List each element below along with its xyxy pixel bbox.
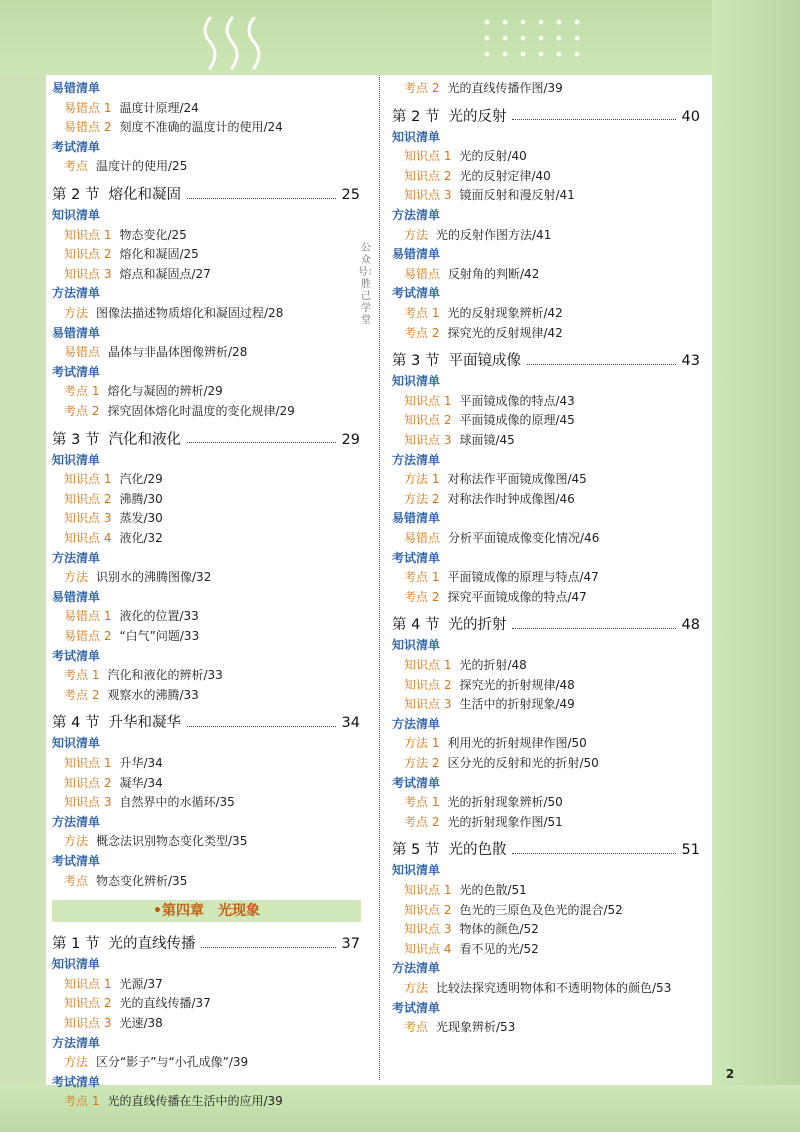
- entry-label: 方法: [404, 227, 429, 242]
- section-title: 光的反射: [448, 108, 507, 125]
- entry-label: 知识点 2: [64, 491, 112, 506]
- toc-entry[interactable]: [64, 265, 211, 283]
- entry-label: 易错点 2: [64, 629, 112, 643]
- toc-entry[interactable]: [64, 686, 199, 704]
- toc-entry[interactable]: [64, 509, 163, 527]
- dot-leader: [201, 947, 335, 948]
- entry-text: 光的折射现象作图/51: [447, 814, 563, 829]
- dot-leader: [512, 853, 675, 854]
- section-number: 第 4 节: [52, 715, 100, 732]
- toc-entry[interactable]: [64, 245, 199, 263]
- dot-leader: [512, 119, 675, 120]
- toc-entry[interactable]: [64, 568, 211, 586]
- toc-entry[interactable]: [404, 676, 575, 694]
- entry-label: 知识点 2: [64, 247, 112, 262]
- entry-label: 考点 2: [404, 814, 440, 829]
- entry-label: 知识点 3: [404, 922, 452, 937]
- section-heading[interactable]: [392, 840, 700, 860]
- section-number: 第 3 节: [392, 353, 440, 370]
- entry-label: 知识点 1: [404, 393, 452, 408]
- category-heading: 知识清单: [392, 863, 441, 878]
- section-heading[interactable]: [392, 107, 700, 127]
- category-heading: 考试清单: [52, 1074, 101, 1089]
- entry-text: 探究平面镜成像的特点/47: [447, 589, 587, 604]
- entry-text: 光现象辨析/53: [436, 1020, 516, 1035]
- entry-text: 光的反射现象辨析/42: [447, 306, 563, 320]
- entry-label: 方法: [64, 306, 89, 320]
- entry-label: 方法: [404, 981, 429, 995]
- column-divider: [379, 75, 380, 1080]
- toc-entry[interactable]: [404, 568, 599, 586]
- page-number: 2: [725, 1067, 735, 1081]
- entry-label: 方法 2: [404, 491, 440, 506]
- toc-entry[interactable]: [64, 666, 223, 684]
- toc-entry[interactable]: [404, 813, 563, 831]
- toc-entry[interactable]: [64, 529, 163, 547]
- entry-label: 知识点 1: [64, 756, 112, 770]
- entry-label: 易错点 2: [64, 120, 112, 135]
- entry-label: 考点 1: [404, 795, 440, 810]
- entry-text: 概念法识别物态变化类型/35: [96, 834, 248, 849]
- dot-leader: [512, 628, 675, 629]
- category-heading: 方法清单: [52, 1035, 101, 1050]
- entry-label: 知识点 1: [404, 883, 452, 897]
- toc-entry[interactable]: [64, 343, 247, 361]
- wave-lines-decoration: [196, 14, 286, 74]
- entry-label: 知识点 1: [64, 976, 112, 991]
- section-number: 第 2 节: [52, 187, 100, 203]
- entry-label: 知识点 2: [404, 902, 452, 917]
- toc-entry[interactable]: [404, 920, 539, 938]
- section-number: 第 4 节: [392, 617, 440, 634]
- entry-text: 熔化与凝固的辨析/29: [107, 384, 223, 399]
- toc-entry[interactable]: [64, 1053, 248, 1071]
- toc-entry[interactable]: [404, 529, 599, 547]
- entry-text: 自然界中的水循环/35: [119, 795, 235, 810]
- entry-text: 区分“影子”与“小孔成像”/39: [96, 1055, 249, 1070]
- toc-entry[interactable]: [404, 901, 623, 919]
- toc-entry[interactable]: [404, 167, 551, 185]
- entry-label: 考点: [64, 159, 89, 174]
- toc-page: [46, 75, 712, 1109]
- category-heading: 知识清单: [392, 374, 441, 389]
- entry-text: 光的反射作图方法/41: [436, 227, 552, 242]
- entry-text: 光源/37: [119, 976, 163, 991]
- category-heading: 知识清单: [52, 452, 101, 467]
- toc-entry[interactable]: [404, 881, 527, 899]
- entry-label: 知识点 2: [64, 775, 112, 790]
- section-title: 熔化和凝固: [108, 187, 181, 203]
- category-heading: 考试清单: [392, 775, 441, 790]
- section-title: 光的色散: [448, 842, 507, 859]
- entry-label: 易错点 1: [64, 609, 112, 624]
- toc-entry[interactable]: [404, 490, 575, 508]
- entry-label: 考点 2: [404, 81, 440, 95]
- category-heading: 考试清单: [52, 648, 101, 663]
- entry-label: 考点 2: [64, 404, 100, 418]
- section-title: 汽化和液化: [108, 431, 181, 448]
- entry-text: 对称法作平面镜成像图/45: [447, 472, 587, 487]
- entry-label: 考点 1: [404, 306, 440, 320]
- toc-entry[interactable]: [404, 226, 551, 244]
- entry-text: 探究固体熔化时温度的变化规律/29: [107, 404, 295, 418]
- entry-text: 利用光的折射规律作图/50: [447, 736, 587, 751]
- entry-text: 对称法作时钟成像图/46: [447, 491, 575, 506]
- entry-text: 比较法探究透明物体和不透明物体的颜色/53: [436, 981, 672, 995]
- entry-label: 知识点 2: [404, 168, 452, 183]
- section-heading[interactable]: [52, 185, 360, 205]
- entry-text: 观察水的沸腾/33: [107, 687, 199, 702]
- category-heading: 考试清单: [52, 364, 101, 379]
- entry-text: 生活中的折射现象/49: [459, 697, 575, 712]
- section-number: 第 1 节: [52, 936, 100, 953]
- entry-text: 区分光的反射和光的折射/50: [447, 756, 599, 770]
- entry-label: 知识点 3: [404, 433, 452, 447]
- toc-entry[interactable]: [64, 99, 199, 117]
- category-heading: 考试清单: [52, 854, 101, 868]
- right-margin-band: [712, 0, 800, 1132]
- entry-text: 升华/34: [119, 756, 163, 770]
- entry-label: 方法: [64, 1055, 89, 1070]
- entry-text: 色光的三原色及色光的混合/52: [459, 902, 623, 917]
- category-heading: 知识清单: [52, 957, 101, 972]
- entry-label: 方法: [64, 834, 89, 849]
- entry-text: 图像法描述物质熔化和凝固过程/28: [96, 306, 284, 320]
- category-heading: 方法清单: [392, 961, 441, 976]
- entry-label: 方法: [64, 570, 89, 585]
- section-heading[interactable]: [52, 934, 360, 954]
- category-heading: 考试清单: [392, 1000, 441, 1015]
- chapter-band[interactable]: •第四章 光现象: [52, 900, 361, 922]
- toc-entry[interactable]: [404, 656, 527, 674]
- toc-entry[interactable]: [64, 157, 187, 175]
- toc-entry[interactable]: [404, 392, 575, 410]
- entry-text: 液化/32: [119, 531, 163, 545]
- section-page-number: 37: [341, 936, 360, 953]
- toc-entry[interactable]: [64, 774, 163, 792]
- toc-entry[interactable]: [404, 79, 563, 97]
- toc-entry[interactable]: [64, 402, 295, 420]
- section-number: 第 2 节: [392, 108, 440, 125]
- section-title: 升华和凝华: [108, 715, 181, 732]
- toc-entry[interactable]: [64, 872, 187, 890]
- toc-entry[interactable]: [404, 754, 599, 772]
- dot-leader: [187, 726, 336, 727]
- toc-entry[interactable]: [404, 304, 563, 322]
- entry-text: 平面镜成像的原理/45: [459, 413, 575, 428]
- section-page-number: 34: [341, 715, 360, 732]
- section-page-number: 51: [681, 842, 700, 859]
- entry-text: 温度计原理/24: [119, 100, 199, 115]
- entry-text: 温度计的使用/25: [96, 159, 188, 174]
- entry-label: 知识点 3: [64, 266, 112, 281]
- toc-entry[interactable]: [404, 1018, 515, 1036]
- category-heading: 易错清单: [52, 81, 101, 95]
- toc-entry[interactable]: [404, 265, 539, 283]
- entry-label: 知识点 2: [404, 677, 452, 692]
- toc-entry[interactable]: [64, 490, 163, 508]
- side-watermark-text: 公众号：胜己学堂: [358, 243, 378, 326]
- entry-label: 知识点 3: [404, 697, 452, 712]
- entry-text: 探究光的反射规律/42: [447, 325, 563, 340]
- entry-label: 考点: [404, 1020, 429, 1035]
- category-heading: 知识清单: [392, 129, 441, 144]
- entry-text: 光的色散/51: [459, 883, 527, 897]
- category-heading: 方法清单: [392, 716, 441, 731]
- entry-text: 镜面反射和漫反射/41: [459, 188, 575, 203]
- toc-entry[interactable]: [404, 793, 563, 811]
- category-heading: 知识清单: [52, 208, 101, 222]
- entry-text: 物态变化辨析/35: [96, 873, 188, 888]
- section-number: 第 5 节: [392, 842, 440, 859]
- entry-label: 知识点 2: [404, 413, 452, 428]
- toc-entry[interactable]: [404, 940, 539, 958]
- entry-label: 知识点 1: [404, 658, 452, 672]
- entry-label: 知识点 4: [64, 531, 112, 545]
- section-page-number: 40: [681, 108, 700, 125]
- entry-label: 知识点 1: [64, 472, 112, 487]
- toc-entry[interactable]: [404, 588, 587, 606]
- section-heading[interactable]: [392, 615, 700, 635]
- entry-text: 探究光的折射规律/48: [459, 677, 575, 692]
- dot-leader: [527, 364, 676, 365]
- toc-entry[interactable]: [64, 1014, 163, 1032]
- entry-text: 平面镜成像的特点/43: [459, 393, 575, 408]
- entry-text: 光的反射定律/40: [459, 168, 551, 183]
- toc-entry[interactable]: [64, 754, 163, 772]
- category-heading: 知识清单: [52, 736, 101, 751]
- entry-text: 看不见的光/52: [459, 941, 539, 956]
- category-heading: 易错清单: [392, 511, 441, 526]
- category-heading: 方法清单: [392, 208, 441, 222]
- entry-text: 凝华/34: [119, 775, 163, 790]
- entry-label: 易错点: [404, 531, 441, 545]
- entry-text: 光的直线传播在生活中的应用/39: [107, 1094, 283, 1109]
- category-heading: 考试清单: [392, 286, 441, 301]
- entry-text: 光速/38: [119, 1016, 163, 1030]
- entry-text: 反射角的判断/42: [448, 266, 540, 281]
- category-heading: 知识清单: [392, 638, 441, 653]
- entry-label: 考点 1: [64, 384, 100, 399]
- entry-text: 熔点和凝固点/27: [119, 266, 211, 281]
- category-heading: 易错清单: [52, 325, 101, 340]
- entry-text: 光的直线传播作图/39: [447, 81, 563, 95]
- section-page-number: 43: [681, 353, 700, 370]
- entry-label: 知识点 3: [64, 795, 112, 810]
- toc-entry[interactable]: [64, 1092, 283, 1110]
- entry-label: 考点 2: [64, 687, 100, 702]
- section-page-number: 48: [681, 617, 700, 634]
- category-heading: 方法清单: [52, 286, 101, 301]
- category-heading: 方法清单: [52, 814, 101, 829]
- entry-label: 考点 1: [64, 668, 100, 683]
- toc-entry[interactable]: [64, 382, 223, 400]
- toc-entry[interactable]: [404, 147, 527, 165]
- entry-label: 知识点 3: [404, 188, 452, 203]
- entry-label: 知识点 3: [64, 1016, 112, 1030]
- toc-entry[interactable]: [64, 607, 199, 625]
- entry-label: 知识点 2: [64, 996, 112, 1011]
- entry-label: 考点 2: [404, 589, 440, 604]
- section-heading[interactable]: [392, 351, 700, 371]
- category-heading: 易错清单: [392, 247, 441, 262]
- toc-entry[interactable]: [64, 627, 199, 645]
- toc-entry[interactable]: [404, 734, 587, 752]
- entry-text: 蒸发/30: [119, 511, 163, 526]
- entry-text: “白气”问题/33: [119, 629, 200, 643]
- entry-text: 晶体与非晶体图像辨析/28: [108, 345, 248, 360]
- entry-label: 考点: [64, 873, 89, 888]
- toc-entry[interactable]: [404, 979, 671, 997]
- section-heading[interactable]: [52, 430, 360, 450]
- entry-text: 液化的位置/33: [119, 609, 199, 624]
- entry-text: 光的折射/48: [459, 658, 527, 672]
- toc-entry[interactable]: [404, 186, 575, 204]
- category-heading: 易错清单: [52, 589, 101, 604]
- entry-text: 刻度不准确的温度计的使用/24: [119, 120, 283, 135]
- toc-entry[interactable]: [64, 793, 235, 811]
- entry-text: 沸腾/30: [119, 491, 163, 506]
- entry-label: 方法 2: [404, 756, 440, 770]
- entry-label: 考点 1: [64, 1094, 100, 1109]
- toc-entry[interactable]: [64, 994, 211, 1012]
- section-title: 光的折射: [448, 617, 507, 634]
- toc-entry[interactable]: [64, 470, 163, 488]
- entry-label: 易错点: [404, 266, 441, 281]
- entry-label: 易错点 1: [64, 100, 112, 115]
- category-heading: 方法清单: [52, 550, 101, 565]
- entry-text: 球面镜/45: [459, 433, 515, 447]
- section-page-number: 25: [341, 187, 360, 203]
- entry-text: 汽化和液化的辨析/33: [107, 668, 223, 683]
- category-heading: 考试清单: [52, 139, 101, 154]
- entry-text: 汽化/29: [119, 472, 163, 487]
- top-banner: [0, 0, 800, 75]
- entry-label: 方法 1: [404, 472, 440, 487]
- toc-entry[interactable]: [64, 226, 187, 244]
- toc-entry[interactable]: [64, 975, 163, 993]
- section-number: 第 3 节: [52, 431, 100, 448]
- dot-pattern-decoration: [478, 14, 588, 62]
- section-heading[interactable]: [52, 713, 360, 733]
- toc-entry[interactable]: [404, 431, 515, 449]
- entry-label: 知识点 1: [64, 227, 112, 242]
- entry-label: 知识点 3: [64, 511, 112, 526]
- entry-text: 物体的颜色/52: [459, 922, 539, 937]
- entry-text: 分析平面镜成像变化情况/46: [448, 531, 600, 545]
- entry-text: 识别水的沸腾图像/32: [96, 570, 212, 585]
- entry-label: 考点 2: [404, 325, 440, 340]
- category-heading: 考试清单: [392, 550, 441, 565]
- toc-entry[interactable]: [64, 832, 247, 850]
- entry-label: 易错点: [64, 345, 101, 360]
- entry-label: 方法 1: [404, 736, 440, 751]
- category-heading: 方法清单: [392, 452, 441, 467]
- entry-text: 光的反射/40: [459, 149, 527, 164]
- entry-text: 光的直线传播/37: [119, 996, 211, 1011]
- entry-text: 物态变化/25: [119, 227, 187, 242]
- entry-text: 光的折射现象辨析/50: [447, 795, 563, 810]
- section-title: 平面镜成像: [448, 353, 521, 370]
- entry-label: 知识点 1: [404, 149, 452, 164]
- toc-entry[interactable]: [64, 304, 283, 322]
- dot-leader: [187, 442, 336, 443]
- toc-entry[interactable]: [64, 118, 283, 136]
- toc-entry[interactable]: [404, 695, 575, 713]
- entry-label: 考点 1: [404, 570, 440, 585]
- toc-entry[interactable]: [404, 411, 575, 429]
- entry-text: 熔化和凝固/25: [119, 247, 199, 262]
- entry-label: 知识点 4: [404, 941, 452, 956]
- toc-entry[interactable]: [404, 324, 563, 342]
- entry-text: 平面镜成像的原理与特点/47: [447, 570, 599, 585]
- section-page-number: 29: [341, 431, 360, 448]
- toc-entry[interactable]: [404, 470, 587, 488]
- dot-leader: [187, 198, 336, 199]
- section-title: 光的直线传播: [108, 936, 196, 953]
